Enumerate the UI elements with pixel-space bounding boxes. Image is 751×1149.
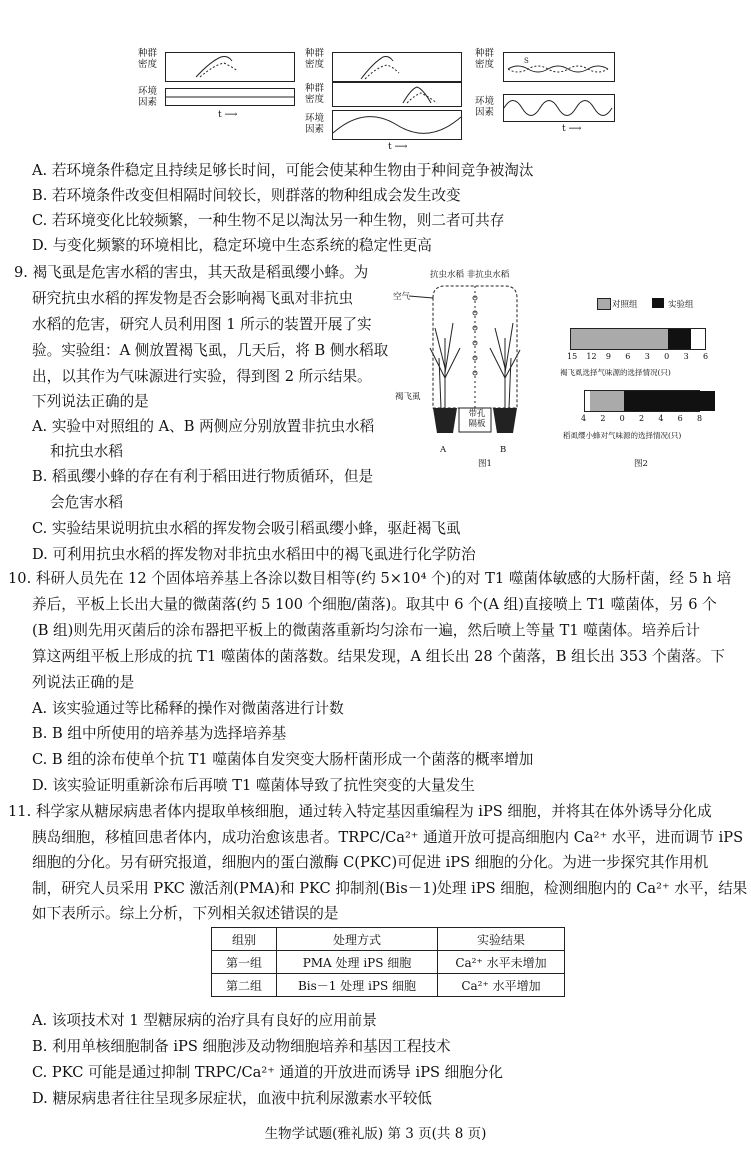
chart1-tick-label: 3 <box>683 352 689 361</box>
q9-stem-line-3: 水稻的危害，研究人员利用图 1 所示的装置开展了实 <box>32 316 372 333</box>
g3-y1-label: 种群 密度 <box>475 48 495 70</box>
table-cell: 第二组 <box>212 974 277 997</box>
q11-stem-line-2: 胰岛细胞，移植回患者体内，成功治愈该患者。TRPC/Ca²⁺ 通道开放可提高细胞内 Ca²⁺ 水平，进而调节 iPS <box>32 829 744 846</box>
q8-option-d: D. 与变化频繁的环境相比，稳定环境中生态系统的稳定性更高 <box>32 237 432 254</box>
q9-option-d: D. 可利用抗虫水稻的挥发物对非抗虫水稻田中的褐飞虱进行化学防治 <box>32 546 476 563</box>
q11-option-b: B. 利用单核细胞制备 iPS 细胞涉及动物细胞培养和基因工程技术 <box>32 1038 451 1055</box>
g3-t-axis: t ⟶ <box>562 124 582 134</box>
chart1-tick-label: 9 <box>605 352 611 361</box>
g2-y3-label: 环境 因素 <box>305 113 325 135</box>
q9-option-c: C. 实验结果说明抗虫水稻的挥发物会吸引稻虱缨小蜂，驱赶褐飞虱 <box>32 520 461 537</box>
table-header-cell: 处理方式 <box>277 928 438 951</box>
g3-y2-label: 环境 因素 <box>475 96 495 118</box>
g2-density-plot-2 <box>332 82 462 107</box>
chart1-tick-label: 6 <box>703 352 709 361</box>
q9-option-b: B. 稻虱缨小蜂的存在有利于稻田进行物质循环，但是 <box>32 468 374 485</box>
g2-t-axis: t ⟶ <box>388 142 408 152</box>
chart2-tick-label: 8 <box>697 414 703 423</box>
fig1-device-label: 带孔 隔板 <box>468 409 486 429</box>
fig1-top-label: 抗虫水稻 非抗虫水稻 <box>430 270 510 280</box>
g2-y2-label: 种群 密度 <box>305 83 325 105</box>
g2-t-label: t <box>388 142 392 152</box>
table-cell: 第一组 <box>212 951 277 974</box>
chart1-tick-label: 12 <box>586 352 597 361</box>
page-footer: 生物学试题(雅礼版) 第 3 页(共 8 页) <box>264 1126 487 1142</box>
chart1-caption: 褐飞虱选择气味源的选择情况(只) <box>560 368 671 377</box>
g1-density-plot <box>165 52 295 82</box>
q9-stem-line-6: 下列说法正确的是 <box>32 393 149 410</box>
q10-stem-line-2: 养后，平板上长出大量的微菌落(约 5 100 个细胞/菌落)。取其中 6 个(A 组)直接喷上 T1 噬菌体，另 6 个 <box>32 596 717 613</box>
q11-option-c: C. PKC 可能是通过抑制 TRPC/Ca²⁺ 通道的开放进而诱导 iPS 细胞分化 <box>32 1064 504 1081</box>
chart1-bar-control <box>571 329 668 349</box>
g3-density-plot <box>503 52 615 82</box>
table-header-row <box>212 928 565 951</box>
chart2-tick-label: 6 <box>677 414 683 423</box>
g1-y1-label: 种群 密度 <box>138 48 158 70</box>
chart1-tick-label: 3 <box>644 352 650 361</box>
fig1-side-b: B <box>500 445 507 455</box>
g3-curve-label: S <box>524 57 529 65</box>
g1-t-label: t <box>218 110 222 120</box>
chart1-tick-label: 15 <box>567 352 578 361</box>
chart2-frame <box>584 390 700 412</box>
chart2-caption: 稻虱缨小蜂对气味源的选择情况(只) <box>563 431 682 440</box>
g3-t-label: t <box>562 124 566 134</box>
chart2-bar-experimental <box>624 391 716 411</box>
q11-option-a: A. 该项技术对 1 型糖尿病的治疗具有良好的应用前景 <box>32 1012 377 1029</box>
table-cell: Ca²⁺ 水平增加 <box>438 974 565 997</box>
chart2-tick-label: 4 <box>581 414 587 423</box>
q9-stem-line-2: 研究抗虫水稻的挥发物是否会影响褐飞虱对非抗虫 <box>32 290 354 307</box>
q9-option-a: A. 实验中对照组的 A、B 两侧应分别放置非抗虫水稻 <box>32 418 375 435</box>
q11-stem-line-3: 细胞的分化。另有研究报道，细胞内的蛋白激酶 C(PKC)可促进 iPS 细胞的分化。为进一步探究其作用机 <box>32 854 709 871</box>
chart1-tick-row <box>567 352 709 362</box>
q9-stem-line-4: 验。实验组：A 侧放置褐飞虱，几天后，将 B 侧水稻取 <box>32 342 389 359</box>
table-cell: Ca²⁺ 水平未增加 <box>438 951 565 974</box>
chart1-bar-experimental <box>668 329 691 349</box>
fig1-air-label: 空气 <box>393 292 411 302</box>
q10-option-c: C. B 组的涂布使单个抗 T1 噬菌体自发突变大肠杆菌形成一个菌落的概率增加 <box>32 751 534 768</box>
q8-option-a: A. 若环境条件稳定且持续足够长时间，可能会使某种生物由于种间竞争被淘汰 <box>32 162 534 179</box>
q11-option-d: D. 糖尿病患者往往呈现多尿症状，血液中抗利尿激素水平较低 <box>32 1090 432 1107</box>
fig1-side-a: A <box>440 445 447 455</box>
chart1-frame <box>570 328 706 350</box>
g2-env-plot <box>332 110 462 140</box>
q9-option-b-cont: 会危害水稻 <box>50 494 123 511</box>
q9-option-a-cont: 和抗虫水稻 <box>50 443 123 460</box>
g1-y2-label: 环境 因素 <box>138 86 158 108</box>
q10-stem-line-3: (B 组)则先用灭菌后的涂布器把平板上的微菌落重新均匀涂布一遍，然后喷上等量 T1 噬菌体。培养后计 <box>32 622 700 639</box>
q9-stem-line-1: 9. 褐飞虱是危害水稻的害虫，其天敌是稻虱缨小蜂。为 <box>14 264 369 281</box>
chart2-tick-label: 2 <box>600 414 606 423</box>
q11-stem-line-4: 制，研究人员采用 PKC 激活剂(PMA)和 PKC 抑制剂(Bis－1)处理 iPS 细胞，检测细胞内的 Ca²⁺ 水平，结果 <box>32 880 748 897</box>
legend-control-swatch <box>597 298 611 310</box>
chart2-bar-control <box>590 391 624 411</box>
chart2-tick-label: 2 <box>639 414 645 423</box>
q10-stem-line-4: 算这两组平板上形成的抗 T1 噬菌体的菌落数。结果发现，A 组长出 28 个菌落，B 组长出 353 个菌落。下 <box>32 648 725 665</box>
table-cell: PMA 处理 iPS 细胞 <box>277 951 438 974</box>
legend-exp-swatch <box>652 298 664 308</box>
table-header-cell: 组别 <box>212 928 277 951</box>
table-cell: Bis－1 处理 iPS 细胞 <box>277 974 438 997</box>
chart2-tick-label: 4 <box>658 414 664 423</box>
fig2-caption: 图2 <box>634 459 648 469</box>
q10-option-a: A. 该实验通过等比稀释的操作对微菌落进行计数 <box>32 700 344 717</box>
g2-density-plot <box>332 52 462 82</box>
q10-stem-line-1: 10. 科研人员先在 12 个固体培养基上各涂以数目相等(约 5×10⁴ 个)的对 T1 噬菌体敏感的大肠杆菌，经 5 h 培 <box>8 570 732 587</box>
g1-env-plot <box>165 88 295 106</box>
q11-results-table <box>211 927 565 997</box>
chart2-tick-label: 0 <box>619 414 625 423</box>
fig1-caption: 图1 <box>478 459 492 469</box>
table-row <box>212 951 565 974</box>
q10-stem-line-5: 列说法正确的是 <box>32 674 135 691</box>
q8-option-c: C. 若环境变化比较频繁，一种生物不足以淘汰另一种生物，则二者可共存 <box>32 212 505 229</box>
q10-option-b: B. B 组中所使用的培养基为选择培养基 <box>32 725 287 742</box>
q11-stem-line-5: 如下表所示。综上分析，下列相关叙述错误的是 <box>32 905 339 922</box>
g1-t-axis: t ⟶ <box>218 110 238 120</box>
table-row <box>212 974 565 997</box>
legend-exp-label: 实验组 <box>668 300 694 310</box>
chart1-tick-label: 0 <box>664 352 670 361</box>
q11-stem-line-1: 11. 科学家从糖尿病患者体内提取单核细胞，通过转入特定基因重编程为 iPS 细胞，并将其在体外诱导分化成 <box>8 803 712 820</box>
table-header-cell: 实验结果 <box>438 928 565 951</box>
q8-option-b: B. 若环境条件改变但相隔时间较长，则群落的物种组成会发生改变 <box>32 187 461 204</box>
q9-stem-line-5: 出，以其作为气味源进行实验，得到图 2 所示结果。 <box>32 368 372 385</box>
chart1-tick-label: 6 <box>625 352 631 361</box>
g2-y1-label: 种群 密度 <box>305 48 325 70</box>
legend-control-label: 对照组 <box>612 300 638 310</box>
g3-env-plot <box>503 94 615 122</box>
chart2-tick-row <box>581 414 703 424</box>
fig1-pest-label: 褐飞虱 <box>395 392 421 402</box>
q10-option-d: D. 该实验证明重新涂布后再喷 T1 噬菌体导致了抗性突变的大量发生 <box>32 777 475 794</box>
